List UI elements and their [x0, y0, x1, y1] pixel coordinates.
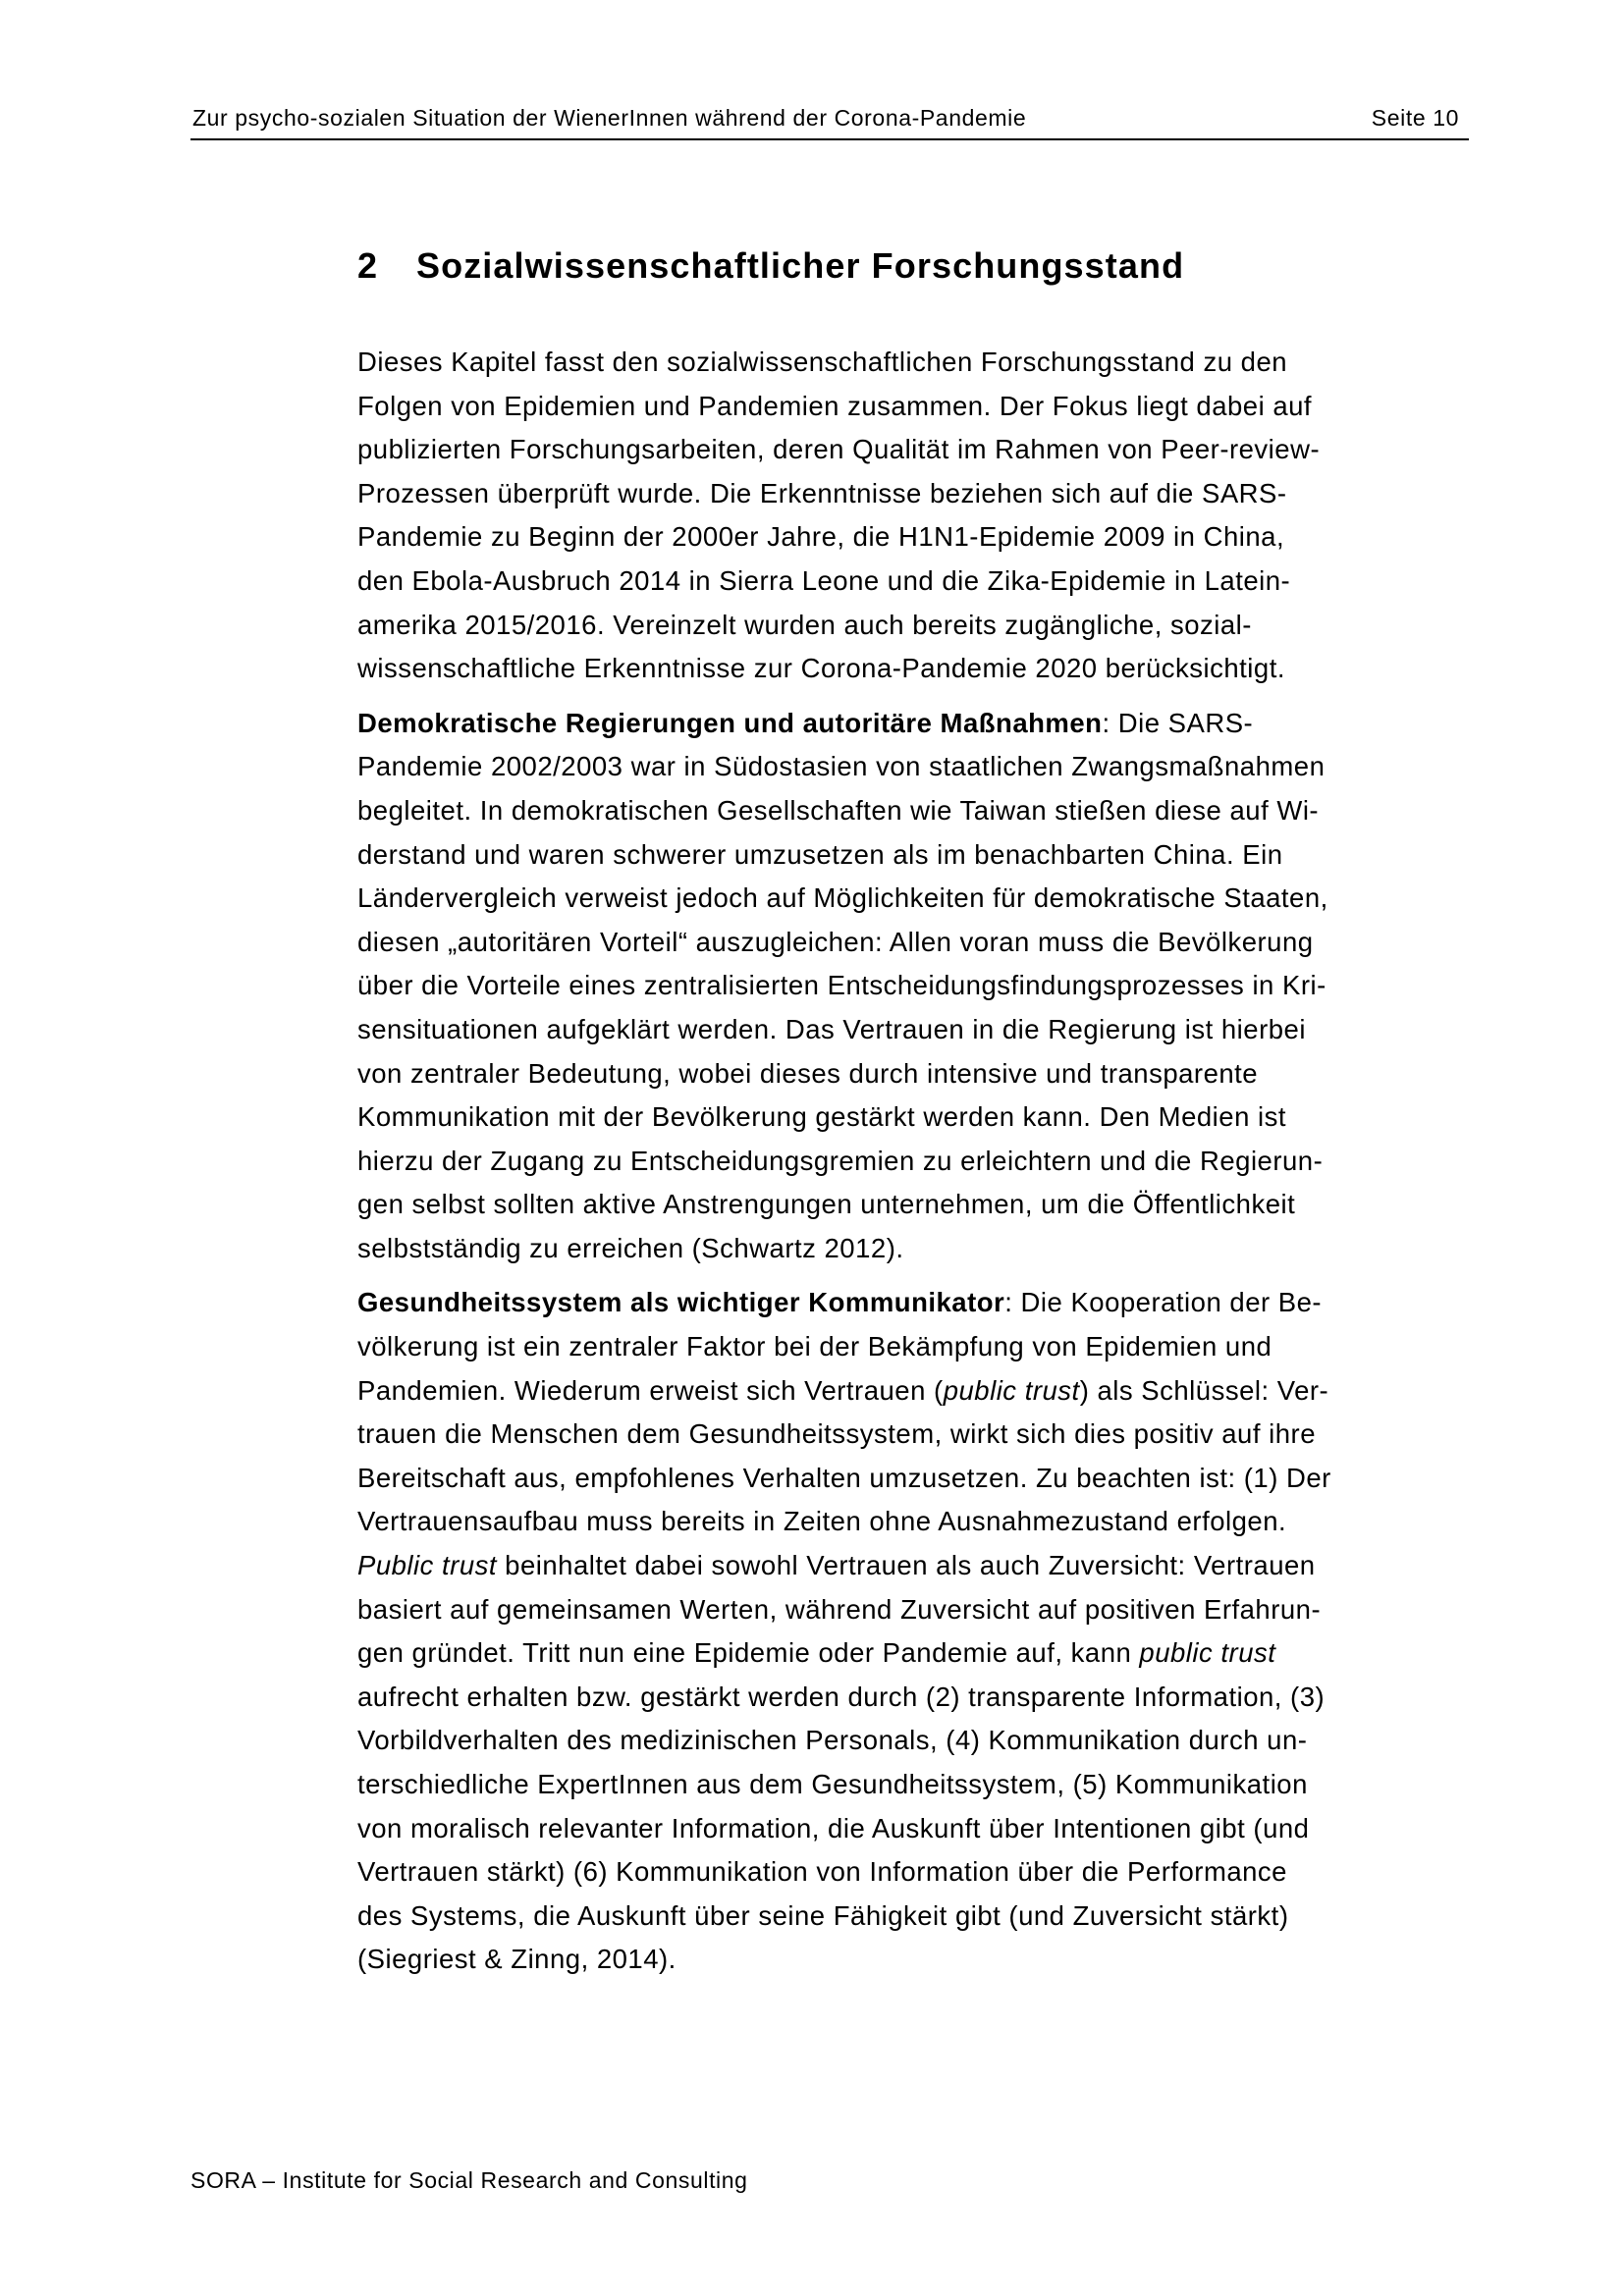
paragraph-intro [357, 341, 1472, 691]
text-line: über die Vorteile eines zentralisierten Entscheidungsfindungsprozesses in Kri- [357, 970, 1326, 1001]
running-header [190, 103, 1469, 140]
text-line: aufrecht erhalten bzw. gestärkt werden durch (2) transparente Information, (3) [357, 1681, 1326, 1712]
text-line: Pandemie zu Beginn der 2000er Jahre, die H1N1-Epidemie 2009 in China, [357, 521, 1285, 553]
text-line: Kommunikation mit der Bevölkerung gestärkt werden kann. Den Medien ist [357, 1101, 1287, 1133]
text-line: Demokratische Regierungen und autoritäre Maßnahmen: Die SARS- [357, 707, 1254, 738]
text-line: gen selbst sollten aktive Anstrengungen unternehmen, um die Öffentlichkeit [357, 1189, 1296, 1220]
text-line: derstand und waren schwerer umzusetzen als im benachbarten China. Ein [357, 838, 1283, 870]
paragraph-democratic-governments [357, 702, 1472, 1271]
text-line: Public trust beinhaltet dabei sowohl Vertrauen als auch Zuversicht: Vertrauen [357, 1550, 1316, 1581]
text-line: wissenschaftliche Erkenntnisse zur Corona-Pandemie 2020 berücksichtigt. [357, 653, 1285, 684]
page-footer: SORA – Institute for Social Research and Consulting [190, 2167, 748, 2193]
text-line: diesen „autoritären Vorteil“ auszugleichen: Allen voran muss die Bevölkerung [357, 926, 1314, 957]
section-title: Sozialwissenschaftlicher Forschungsstand [416, 245, 1185, 286]
section-number: 2 [357, 245, 379, 286]
text-line: trauen die Menschen dem Gesundheitssystem, wirkt sich dies positiv auf ihre [357, 1418, 1316, 1450]
text-line: terschiedliche ExpertInnen aus dem Gesundheitssystem, (5) Kommunikation [357, 1769, 1308, 1799]
text-line: basiert auf gemeinsamen Werten, während Zuversicht auf positiven Erfahrun- [357, 1593, 1322, 1625]
text-line: Folgen von Epidemien und Pandemien zusammen. Der Fokus liegt dabei auf [357, 390, 1313, 421]
text-line: von moralisch relevanter Information, die Auskunft über Intentionen gibt (und [357, 1812, 1310, 1843]
text-line: Gesundheitssystem als wichtiger Kommunikator: Die Kooperation der Be- [357, 1287, 1323, 1318]
paragraph-lead: Gesundheitssystem als wichtiger Kommunikator [357, 1287, 1005, 1318]
text-line: Vertrauen stärkt) (6) Kommunikation von Information über die Performance [357, 1856, 1287, 1888]
text-line: von zentraler Bedeutung, wobei dieses durch intensive und transparente [357, 1057, 1259, 1089]
text-line: amerika 2015/2016. Vereinzelt wurden auch bereits zugängliche, sozial- [357, 609, 1252, 640]
paragraph-health-system [357, 1281, 1472, 1982]
section-heading [357, 241, 1472, 291]
text-line: Pandemien. Wiederum erweist sich Vertrauen (public trust) als Schlüssel: Ver- [357, 1374, 1329, 1406]
text-line: den Ebola-Ausbruch 2014 in Sierra Leone und die Zika-Epidemie in Latein- [357, 564, 1291, 596]
text-line: Ländervergleich verweist jedoch auf Möglichkeiten für demokratische Staaten, [357, 882, 1328, 914]
text-line: sensituationen aufgeklärt werden. Das Vertrauen in die Regierung ist hierbei [357, 1013, 1306, 1044]
paragraph-lead: Demokratische Regierungen und autoritäre Maßnahmen [357, 707, 1103, 738]
text-line: selbstständig zu erreichen (Schwartz 2012). [357, 1232, 904, 1263]
text-line: Bereitschaft aus, empfohlenes Verhalten umzusetzen. Zu beachten ist: (1) Der [357, 1462, 1331, 1493]
text-line: Vorbildverhalten des medizinischen Personals, (4) Kommunikation durch un- [357, 1725, 1308, 1756]
text-line: Dieses Kapitel fasst den sozialwissenschaftlichen Forschungsstand zu den [357, 347, 1288, 377]
text-line: gen gründet. Tritt nun eine Epidemie oder Pandemie auf, kann public trust [357, 1637, 1276, 1669]
text-line: völkerung ist ein zentraler Faktor bei der Bekämpfung von Epidemien und [357, 1331, 1272, 1362]
text-line: Vertrauensaufbau muss bereits in Zeiten ohne Ausnahmezustand erfolgen. [357, 1506, 1287, 1537]
emphasis-term: public trust [943, 1374, 1080, 1406]
running-header-title: Zur psycho-sozialen Situation der WienerInnen während der Corona-Pandemie [192, 105, 1027, 131]
text-line: Pandemie 2002/2003 war in Südostasien von staatlichen Zwangsmaßnahmen [357, 751, 1326, 782]
text-line: hierzu der Zugang zu Entscheidungsgremien zu erleichtern und die Regierun- [357, 1145, 1324, 1176]
text-line: (Siegriest & Zinng, 2014). [357, 1944, 677, 1975]
text-line: publizierten Forschungsarbeiten, deren Qualität im Rahmen von Peer-review- [357, 434, 1321, 465]
text-line: des Systems, die Auskunft über seine Fähigkeit gibt (und Zuversicht stärkt) [357, 1899, 1289, 1931]
page-number: Seite 10 [1371, 105, 1459, 131]
emphasis-term: Public trust [357, 1550, 498, 1581]
emphasis-term: public trust [1139, 1637, 1276, 1669]
text-line: begleitet. In demokratischen Gesellschaften wie Taiwan stießen diese auf Wi- [357, 794, 1320, 826]
text-line: Prozessen überprüft wurde. Die Erkenntnisse beziehen sich auf die SARS- [357, 477, 1287, 508]
main-content [357, 241, 1472, 1993]
